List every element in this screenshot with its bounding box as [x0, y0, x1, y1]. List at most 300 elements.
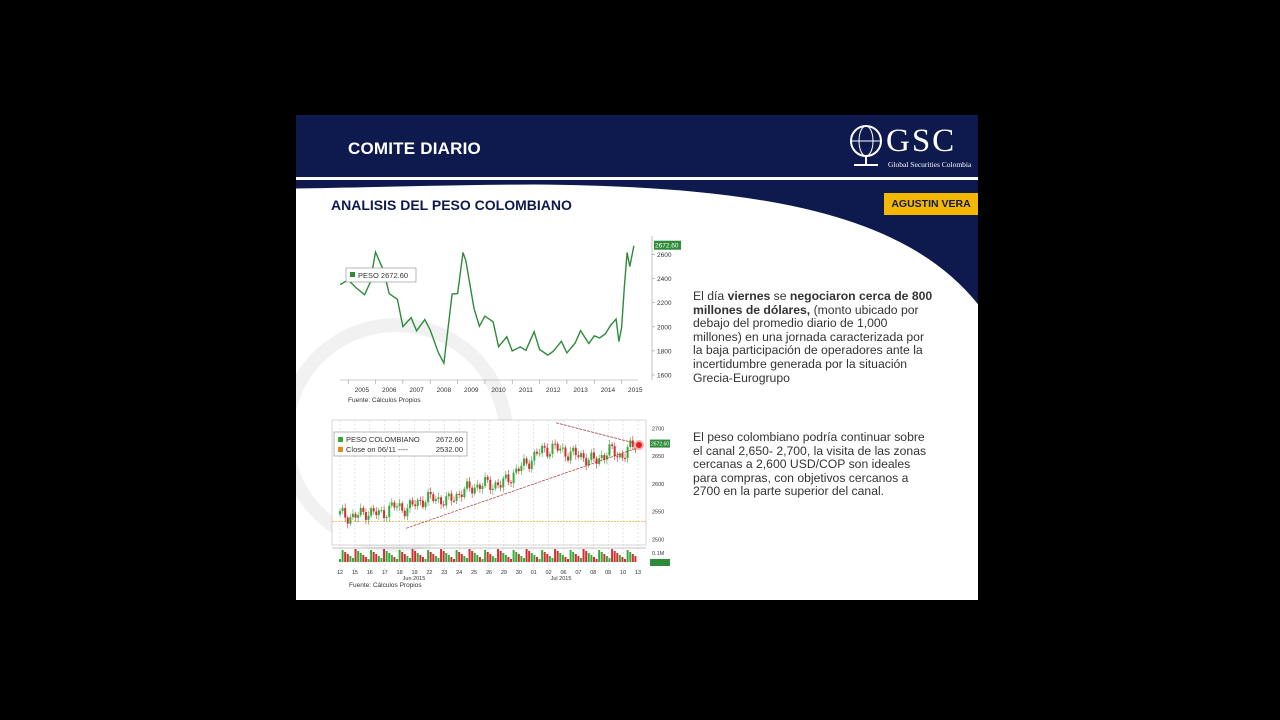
candle-body [590, 452, 592, 459]
volume-bar [585, 551, 587, 562]
volume-bar [466, 558, 468, 562]
volume-bar [533, 555, 535, 562]
candle-body [388, 506, 390, 517]
volume-bar [513, 550, 515, 562]
volume-bar [505, 555, 507, 562]
volume-bar [507, 557, 509, 562]
x-tick-label: 01 [530, 570, 537, 576]
volume-bar [489, 554, 491, 562]
candle-body [593, 452, 595, 458]
volume-bar [479, 557, 481, 562]
volume-bar [393, 557, 395, 562]
volume-bar [409, 558, 411, 562]
candle-body [368, 516, 370, 520]
legend-swatch [350, 272, 355, 277]
volume-bar [492, 556, 494, 562]
volume-bar [621, 557, 623, 562]
candle-body [513, 473, 515, 483]
y-tick-label: 2500 [652, 537, 665, 544]
x-tick-label: 30 [515, 570, 522, 576]
paragraph-1-bold-a: viernes [727, 289, 771, 303]
volume-bar [456, 550, 458, 562]
volume-bar [427, 550, 429, 562]
candle-body [616, 456, 618, 457]
candle-body [404, 511, 406, 517]
x-tick-label: 23 [441, 570, 448, 576]
candle-body [575, 448, 577, 455]
candle-body [487, 477, 489, 480]
candle-body [469, 481, 471, 487]
volume-bar [378, 556, 380, 562]
candle-body [414, 504, 416, 506]
candle-body [450, 494, 452, 501]
y-tick-label: 1800 [657, 348, 672, 356]
volume-bar [342, 550, 344, 562]
candle-body [577, 455, 579, 457]
y-tick-label: 2200 [657, 300, 672, 308]
legend-swatch [338, 437, 343, 442]
candle-body [443, 504, 445, 505]
candle-body [342, 508, 344, 511]
x-tick-label: 26 [485, 570, 493, 576]
volume-bar [406, 556, 408, 562]
candle-body [435, 499, 437, 501]
volume-bar [549, 556, 551, 562]
candle-body [507, 474, 509, 482]
candle-body [479, 485, 481, 489]
volume-bar [564, 557, 566, 562]
candle-body [352, 514, 354, 517]
volume-bar [368, 559, 370, 562]
candle-body [531, 461, 533, 469]
volume-bar [580, 558, 582, 562]
volume-bar [435, 556, 437, 562]
x-tick-label: 06 [560, 570, 567, 576]
candle-body [471, 488, 473, 494]
volume-bar [391, 555, 393, 562]
legend-label: PESO COLOMBIANO [346, 435, 420, 444]
candle-body [570, 451, 572, 460]
volume-bar [396, 559, 398, 562]
candle-body [417, 500, 419, 506]
x-tick-label: 2014 [600, 387, 616, 394]
x-tick-label: 2015 [628, 387, 643, 394]
candle-body [339, 511, 341, 514]
candle-body [539, 453, 541, 454]
candle-body [476, 485, 478, 488]
candle-body [533, 452, 535, 461]
candle-body [362, 508, 364, 512]
candle-body [440, 497, 442, 504]
candle-body [375, 511, 377, 515]
x-tick-label: 12 [336, 570, 344, 576]
x-tick-label: 24 [456, 570, 463, 576]
candle-body [500, 485, 502, 487]
candle-body [596, 458, 598, 464]
legend-value: 2532.00 [435, 445, 463, 454]
header-title: COMITE DIARIO [348, 139, 481, 158]
candle-body [412, 500, 414, 504]
x-tick-label: 02 [545, 570, 552, 576]
y-tick-label: 2000 [657, 324, 672, 332]
legend-value: 2672.60 [435, 435, 463, 444]
volume-bar [502, 553, 504, 562]
candle-body [541, 446, 543, 453]
paragraph-1-text-b: se [770, 289, 790, 303]
volume-bar [404, 554, 406, 562]
y-tick-label: 2550 [652, 509, 665, 516]
x-tick-label: 29 [500, 570, 507, 576]
candle-body [502, 478, 504, 487]
volume-bar [476, 555, 478, 562]
volume-bar [355, 549, 357, 562]
candle-body [399, 503, 401, 506]
section-title: ANALISIS DEL PESO COLOMBIANO [331, 197, 572, 213]
volume-bar [520, 556, 522, 562]
candle-body [401, 503, 403, 510]
candle-body [632, 440, 634, 446]
volume-bar [575, 554, 577, 562]
candle-body [494, 482, 496, 488]
y-tick-label: 2600 [657, 251, 672, 259]
candle-body [580, 453, 582, 457]
volume-bar [344, 552, 346, 562]
y-tick-label: 1600 [657, 372, 672, 380]
x-tick-label: 13 [634, 570, 642, 576]
x-tick-label: 2011 [518, 387, 533, 394]
candle-body [557, 444, 559, 451]
candle-body [373, 508, 375, 511]
candle-body [572, 448, 574, 452]
candle-body [564, 448, 566, 457]
volume-bar [500, 551, 502, 562]
candle-body [627, 447, 629, 458]
volume-bar [528, 551, 530, 562]
volume-bar [474, 553, 476, 562]
candle-body [559, 449, 561, 451]
candle-body [549, 454, 551, 457]
volume-bar [412, 549, 414, 562]
volume-bar [461, 554, 463, 562]
volume-bar [365, 557, 367, 562]
candle-body [510, 482, 512, 483]
candle-body [432, 494, 434, 501]
volume-bar [577, 556, 579, 562]
volume-bar [588, 553, 590, 562]
volume-bar [526, 549, 528, 562]
candle-body [453, 501, 455, 502]
volume-bar [401, 552, 403, 562]
volume-bar [399, 550, 401, 562]
volume-bar [347, 554, 349, 562]
paragraph-1-bold-b: negociaron cerca de 800 millones de dólares, [693, 289, 933, 317]
candle-body [562, 448, 564, 449]
volume-bar [562, 555, 564, 562]
x-tick-label: 10 [620, 570, 627, 576]
x-tick-label: 2009 [463, 387, 479, 394]
volume-bar [570, 550, 572, 562]
candle-body [347, 518, 349, 524]
volume-bar [383, 549, 385, 562]
candle-body [349, 517, 351, 524]
month-label: Jun 2015 [402, 576, 426, 582]
author-badge: AGUSTIN VERA [884, 193, 978, 215]
volume-bar [603, 554, 605, 562]
volume-bar [583, 549, 585, 562]
volume-bar [484, 550, 486, 562]
volume-bar [487, 552, 489, 562]
x-tick-label: 25 [471, 570, 478, 576]
candle-body [567, 457, 569, 461]
volume-bar [386, 551, 388, 562]
x-tick-label: 09 [605, 570, 612, 576]
peso-candlestick-chart [326, 415, 681, 585]
candle-body [393, 502, 395, 507]
candle-body [448, 494, 450, 497]
volume-bar [541, 550, 543, 562]
x-tick-label: 22 [426, 570, 433, 576]
volume-bar [360, 553, 362, 562]
x-tick-label: 2006 [381, 387, 397, 394]
candle-body [614, 446, 616, 456]
y-tick-label: 2600 [652, 481, 665, 488]
candle-body [518, 469, 520, 472]
volume-bar [339, 559, 341, 562]
candle-body [357, 515, 359, 518]
volume-bar [531, 553, 533, 562]
candle-body [355, 514, 357, 518]
volume-bar [554, 549, 556, 562]
candle-body [360, 508, 362, 515]
candle-body [378, 510, 380, 515]
volume-bar [373, 552, 375, 562]
x-tick-label: 08 [590, 570, 597, 576]
slide [296, 115, 978, 600]
volume-bar [596, 559, 598, 562]
candle-body [601, 455, 603, 458]
x-tick-label: 2012 [546, 387, 561, 394]
candle-body [437, 497, 439, 499]
volume-bar [419, 555, 421, 562]
candle-body [430, 492, 432, 494]
paragraph-2: El peso colombiano podría continuar sobre el canal 2,650- 2,700, la visita de las zonas cercanas a 2,600 USD/COP son ideales para compras, con objetivos cercanos a 2700 en la parte superior del canal. [693, 430, 927, 499]
current-price-marker [635, 441, 643, 449]
candle-body [370, 508, 372, 516]
volume-bar [616, 553, 618, 562]
volume-bar [440, 549, 442, 562]
x-tick-label: 2010 [491, 387, 506, 394]
chart1-source: Fuente: Cálculos Propios [348, 397, 421, 404]
candle-body [391, 502, 393, 505]
volume-bar [430, 552, 432, 562]
x-tick-label: 2005 [354, 387, 370, 394]
volume-bar [546, 554, 548, 562]
volume-bar [536, 557, 538, 562]
volume-bar [362, 555, 364, 562]
candle-body [380, 510, 382, 511]
paragraph-1 [693, 290, 933, 385]
volume-bar [497, 549, 499, 562]
x-tick-label: 2007 [409, 387, 424, 394]
candle-body [554, 444, 556, 445]
candle-body [386, 517, 388, 518]
volume-bar [608, 558, 610, 562]
candle-body [484, 477, 486, 486]
peso-line [340, 246, 634, 364]
volume-bar [614, 551, 616, 562]
x-tick-label: 16 [366, 570, 373, 576]
volume-bar [557, 551, 559, 562]
volume-bar [632, 554, 634, 562]
candle-body [445, 496, 447, 505]
x-tick-label: 2008 [436, 387, 452, 394]
candle-body [528, 464, 530, 469]
month-label: Jul 2015 [550, 576, 572, 582]
y-tick-label: 2650 [652, 454, 665, 461]
volume-bar [634, 556, 636, 562]
peso-long-term-chart [338, 230, 683, 405]
last-value-label: 2672.60 [655, 242, 679, 250]
globe-icon [844, 119, 888, 171]
volume-bar [482, 559, 484, 562]
logo-subtitle: Global Securities Colombia [888, 160, 972, 169]
y-tick-label: 2700 [652, 426, 665, 433]
volume-bar [370, 550, 372, 562]
volume-tag [650, 559, 670, 566]
candle-body [463, 489, 465, 497]
candle-body [520, 466, 522, 471]
paragraph-1-text-c: (monto ubicado por debajo del promedio diario de 1,000 millones) en una jornada caracterizada por la baja participación de operadores ante la incertidumbre generada por la situación Grecia-Eurogrupo [693, 302, 925, 385]
volume-bar [539, 559, 541, 562]
candle-body [466, 481, 468, 488]
volume-bar [598, 550, 600, 562]
volume-bar [453, 559, 455, 562]
x-tick-label: 17 [381, 570, 388, 576]
volume-label: 0.1M [652, 551, 665, 557]
volume-bar [425, 559, 427, 562]
candle-body [344, 508, 346, 518]
volume-bar [619, 555, 621, 562]
candle-body [482, 486, 484, 489]
candle-body [603, 455, 605, 459]
volume-bar [443, 551, 445, 562]
volume-bar [463, 556, 465, 562]
candle-body [456, 494, 458, 501]
chart2-source: Fuente: Cálculos Propios [349, 582, 422, 589]
volume-bar [375, 554, 377, 562]
volume-bar [357, 551, 359, 562]
candle-body [515, 469, 517, 473]
volume-bar [559, 553, 561, 562]
volume-bar [445, 553, 447, 562]
volume-bar [458, 552, 460, 562]
volume-bar [349, 556, 351, 562]
volume-bar [523, 558, 525, 562]
volume-bar [510, 559, 512, 562]
volume-bar [437, 558, 439, 562]
candle-body [425, 502, 427, 507]
candle-body [396, 506, 398, 507]
legend-label: Close on 06/11 ---- [346, 445, 408, 454]
x-tick-label: 07 [575, 570, 582, 576]
volume-bar [352, 558, 354, 562]
candle-body [505, 474, 507, 478]
volume-bar [414, 551, 416, 562]
volume-bar [593, 557, 595, 562]
candle-body [611, 444, 613, 446]
candle-body [427, 492, 429, 502]
legend-label: PESO 2672.60 [358, 271, 409, 280]
volume-bar [469, 549, 471, 562]
x-tick-label: 19 [411, 570, 418, 576]
candle-body [406, 508, 408, 516]
volume-bar [494, 558, 496, 562]
candle-body [489, 480, 491, 490]
volume-bar [567, 559, 569, 562]
candle-body [583, 453, 585, 458]
candle-body [629, 440, 631, 447]
volume-bar [450, 557, 452, 562]
candle-body [458, 494, 460, 495]
candle-body [523, 459, 525, 466]
volume-bar [448, 555, 450, 562]
candle-body [621, 454, 623, 458]
candle-body [365, 512, 367, 520]
candle-body [474, 488, 476, 494]
x-tick-label: 2013 [573, 387, 588, 394]
candle-body [461, 495, 463, 498]
candle-body [409, 500, 411, 508]
logo-text: GSC [886, 123, 957, 159]
volume-bar [590, 555, 592, 562]
volume-bar [572, 552, 574, 562]
legend-swatch [338, 447, 343, 452]
candle-body [624, 458, 626, 459]
x-tick-label: 18 [396, 570, 403, 576]
y-tick-label: 2400 [657, 276, 672, 284]
volume-bar [627, 550, 629, 562]
volume-bar [624, 559, 626, 562]
last-value-label: 2672.60 [651, 441, 670, 448]
candle-body [383, 510, 385, 518]
volume-bar [544, 552, 546, 562]
volume-bar [417, 553, 419, 562]
volume-bar [515, 552, 517, 562]
candle-body [526, 459, 528, 464]
candle-body [422, 501, 424, 508]
volume-bar [551, 558, 553, 562]
volume-bar [629, 552, 631, 562]
volume-bar [422, 557, 424, 562]
x-tick-label: 15 [351, 570, 358, 576]
volume-bar [432, 554, 434, 562]
candle-body [585, 458, 587, 465]
volume-bar [388, 553, 390, 562]
candle-body [536, 452, 538, 454]
candle-body [544, 446, 546, 448]
candle-body [497, 482, 499, 485]
volume-bar [606, 556, 608, 562]
volume-bar [380, 558, 382, 562]
candle-body [608, 444, 610, 455]
candle-body [551, 444, 553, 454]
candle-body [546, 448, 548, 457]
gsc-logo [844, 119, 978, 171]
volume-bar [518, 554, 520, 562]
volume-bar [611, 549, 613, 562]
volume-bar [601, 552, 603, 562]
candle-body [492, 489, 494, 490]
